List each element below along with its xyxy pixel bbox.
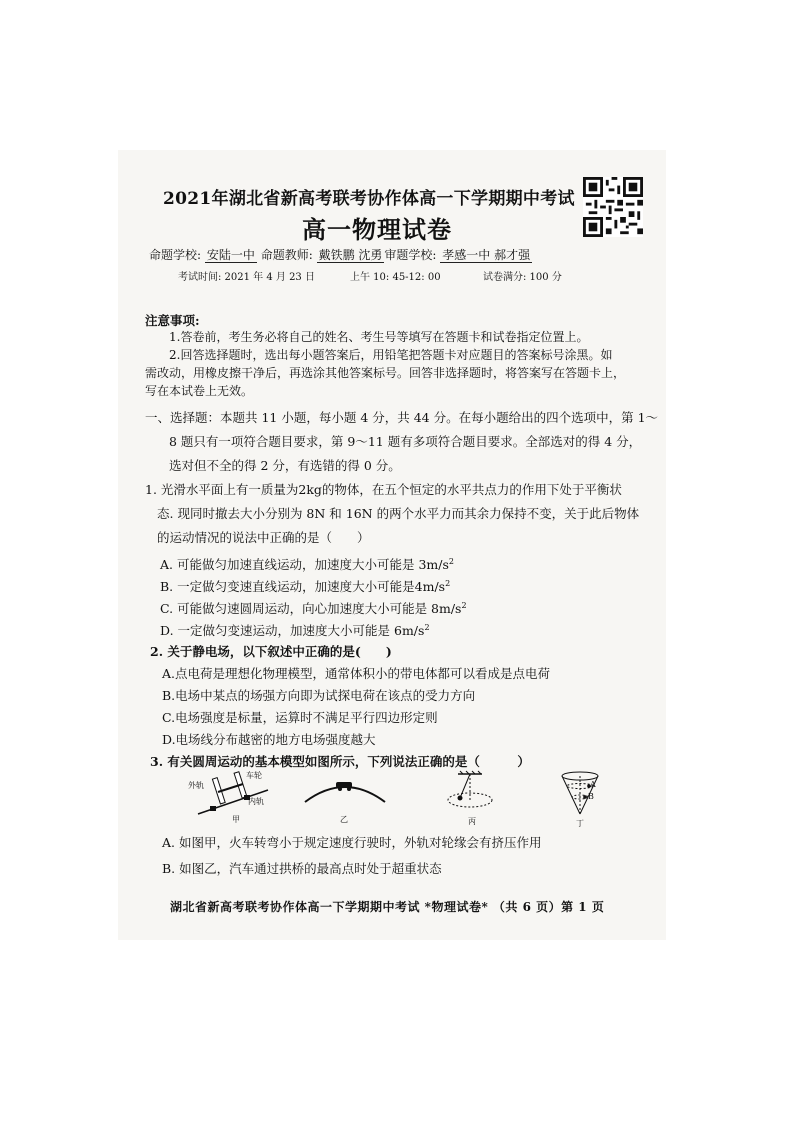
- q1-option-d[interactable]: D. 一定做匀变速运动，加速度大小可能是 $6m/s^2$: [160, 623, 430, 639]
- teacher-names: 戴铁鹏 沈勇: [318, 248, 383, 262]
- school-label: 命题学校:: [149, 248, 202, 262]
- notes-item-2-cont: 需改动，用橡皮擦干净后，再选涂其他答案标号。回答非选择题时，将答案写在答题卡上，: [145, 366, 626, 380]
- q2-option-b[interactable]: B.电场中某点的场强方向即为试探电荷在该点的受力方向: [162, 688, 476, 703]
- label-jia: 甲: [232, 815, 240, 824]
- q2-stem: 2. 关于静电场，以下叙述中正确的是( ): [150, 644, 392, 659]
- notes-item-2-end: 写在本试卷上无效。: [145, 384, 254, 398]
- label-wheel: 车轮: [246, 771, 262, 780]
- notes-item-2: 2.回答选择题时，选出每小题答案后，用铅笔把答题卡对应题目的答案标号涂黑。如: [169, 348, 613, 362]
- figure-jia-train-rail: [188, 770, 278, 824]
- section-1-instructions: 一、选择题：本题共 11 小题，每小题 4 分，共 44 分。在每小题给出的四个选项中，第 1～: [145, 410, 659, 425]
- q1-option-a[interactable]: A. 可能做匀加速直线运动，加速度大小可能是 $3m/s^2$: [160, 557, 454, 573]
- reviewer-label: 审题学校:: [384, 248, 437, 262]
- q1-option-b[interactable]: B. 一定做匀变速直线运动，加速度大小可能是$4m/s^2$: [160, 579, 451, 595]
- notes-item-1: 1.答卷前，考生务必将自己的姓名、考生号等填写在答题卡和试卷指定位置上。: [169, 330, 589, 344]
- label-a: A: [590, 780, 596, 789]
- notes-heading: 注意事项:: [145, 313, 200, 328]
- figure-yi-arch-bridge: [300, 770, 390, 824]
- q1-stem-3: 的运动情况的说法中正确的是（ ）: [157, 530, 370, 545]
- section-1-instructions-3: 选对但不全的得 2 分，有选错的得 0 分。: [169, 458, 401, 473]
- paper-title: 高一物理试卷: [302, 215, 452, 244]
- section-1-instructions-2: 8 题只有一项符合题目要求，第 9～11 题有多项符合题目要求。全部选对的得 4 分，: [169, 434, 642, 449]
- q3-option-b[interactable]: B. 如图乙，汽车通过拱桥的最高点时处于超重状态: [162, 861, 442, 876]
- label-b: B: [588, 792, 594, 801]
- meta-line: [149, 246, 532, 263]
- page-footer: 湖北省新高考联考协作体高一下学期期中考试 *物理试卷* （共 6 页）第 1 页: [170, 900, 605, 914]
- label-outer-rail: 外轨: [188, 781, 204, 790]
- teacher-label: 命题教师:: [260, 248, 313, 262]
- qr-code: [583, 176, 643, 238]
- q1-option-c[interactable]: C. 可能做匀速圆周运动，向心加速度大小可能是 $8m/s^2$: [160, 601, 467, 617]
- exam-session: 上午 10: 45-12: 00: [350, 272, 441, 283]
- q2-option-d[interactable]: D.电场线分布越密的地方电场强度越大: [162, 732, 376, 747]
- full-score: 试卷满分: 100 分: [483, 272, 562, 283]
- reviewer-name: 孝感一中 郝才强: [442, 248, 531, 262]
- q3-option-a[interactable]: A. 如图甲，火车转弯小于规定速度行驶时，外轨对轮缘会有挤压作用: [162, 835, 542, 850]
- label-yi: 乙: [340, 815, 348, 824]
- q2-option-a[interactable]: A.点电荷是理想化物理模型，通常体积小的带电体都可以看成是点电荷: [162, 666, 551, 681]
- label-inner-rail: 内轨: [248, 797, 264, 806]
- q1-stem-2: 态. 现同时撤去大小分别为 8N 和 16N 的两个水平力而其余力保持不变，关于此后物体: [157, 506, 640, 521]
- q3-stem: 3. 有关圆周运动的基本模型如图所示，下列说法正确的是（ ）: [150, 754, 530, 769]
- q1-stem: 1. 光滑水平面上有一质量为2kg的物体，在五个恒定的水平共点力的作用下处于平衡状: [145, 482, 622, 497]
- q2-option-c[interactable]: C.电场强度是标量，运算时不满足平行四边形定则: [162, 710, 438, 725]
- figure-ding-cone: [558, 770, 608, 828]
- exam-time: 考试时间: 2021 年 4 月 23 日: [178, 272, 315, 283]
- label-bing: 丙: [468, 817, 476, 826]
- label-ding: 丁: [576, 819, 584, 828]
- exam-title: 2021年湖北省新高考联考协作体高一下学期期中考试: [163, 189, 575, 209]
- school-name: 安陆一中: [206, 248, 255, 262]
- figure-bing-conical-pendulum: [440, 770, 510, 824]
